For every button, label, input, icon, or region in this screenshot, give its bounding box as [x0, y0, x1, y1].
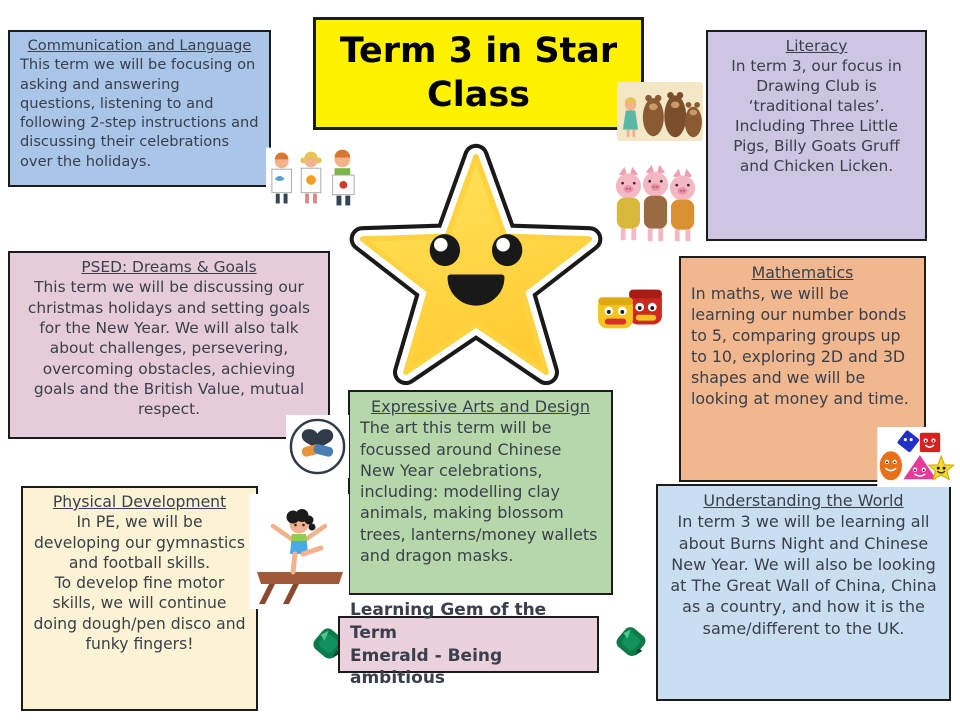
psed-body: This term we will be discussing our christmas holidays and setting goals for the New Year. We will also talk about challenges, persevering, overcoming obstacles, achieving goals and the British Value, mutual respect.	[27, 278, 311, 419]
physical-development-paragraph-1: In PE, we will be developing our gymnastics and football skills.	[34, 513, 245, 572]
communication-language-heading: Communication and Language	[27, 37, 252, 54]
understanding-world-heading: Understanding the World	[703, 491, 904, 510]
expressive-arts-box	[348, 390, 613, 595]
literacy-box	[706, 30, 927, 241]
literacy-heading: Literacy	[785, 37, 848, 55]
mathematics-body: In maths, we will be learning our number bonds to 5, comparing groups up to 10, exploring 2D and 3D shapes and we will be looking at money and time.	[691, 284, 909, 408]
learning-gem-line1: Learning Gem of the Term	[350, 599, 547, 643]
understanding-world-box	[656, 484, 951, 701]
chinese-lions-image	[592, 280, 670, 338]
children-drawings-image	[266, 147, 360, 209]
literacy-body: In term 3, our focus in Drawing Club is ‘traditional tales’. Including Three Little Pigs, Billy Goats Gruff and Chicken Licken.	[731, 57, 902, 176]
shape-characters-image	[877, 427, 955, 487]
expressive-arts-heading: Expressive Arts and Design	[371, 397, 590, 416]
gymnast-image	[249, 494, 349, 609]
psed-heading: PSED: Dreams & Goals	[81, 258, 257, 276]
page-title	[313, 17, 644, 130]
mathematics-heading: Mathematics	[751, 263, 854, 282]
communication-language-body: This term we will be focusing on asking and answering questions, listening to and following 2-step instructions and discussing their celebrations over the holidays.	[20, 56, 259, 170]
goldilocks-three-bears-image	[617, 82, 703, 141]
three-little-pigs-image	[607, 159, 704, 246]
emerald-gem-icon	[610, 620, 652, 665]
psed-box	[8, 251, 330, 439]
handshake-icon	[286, 415, 349, 478]
page-title-text: Term 3 in Star Class	[339, 30, 618, 115]
learning-gem-box	[338, 599, 599, 689]
expressive-arts-body: The art this term will be focussed around Chinese New Year celebrations, including: modelling clay animals, making blossom trees, lanterns/money wallets and dragon masks.	[360, 418, 598, 565]
communication-language-box	[8, 30, 271, 187]
learning-gem-line2: Emerald - Being ambitious	[350, 645, 503, 689]
physical-development-box	[21, 486, 258, 711]
understanding-world-body: In term 3 we will be learning all about Burns Night and Chinese New Year. We will also be looking at The Great Wall of China, China as a country, and how it is the same/different to the UK.	[670, 512, 937, 638]
physical-development-heading: Physical Development	[52, 493, 227, 511]
smiley-star-image	[340, 135, 612, 395]
physical-development-paragraph-2: To develop fine motor skills, we will continue doing dough/pen disco and funky fingers!	[33, 574, 246, 653]
